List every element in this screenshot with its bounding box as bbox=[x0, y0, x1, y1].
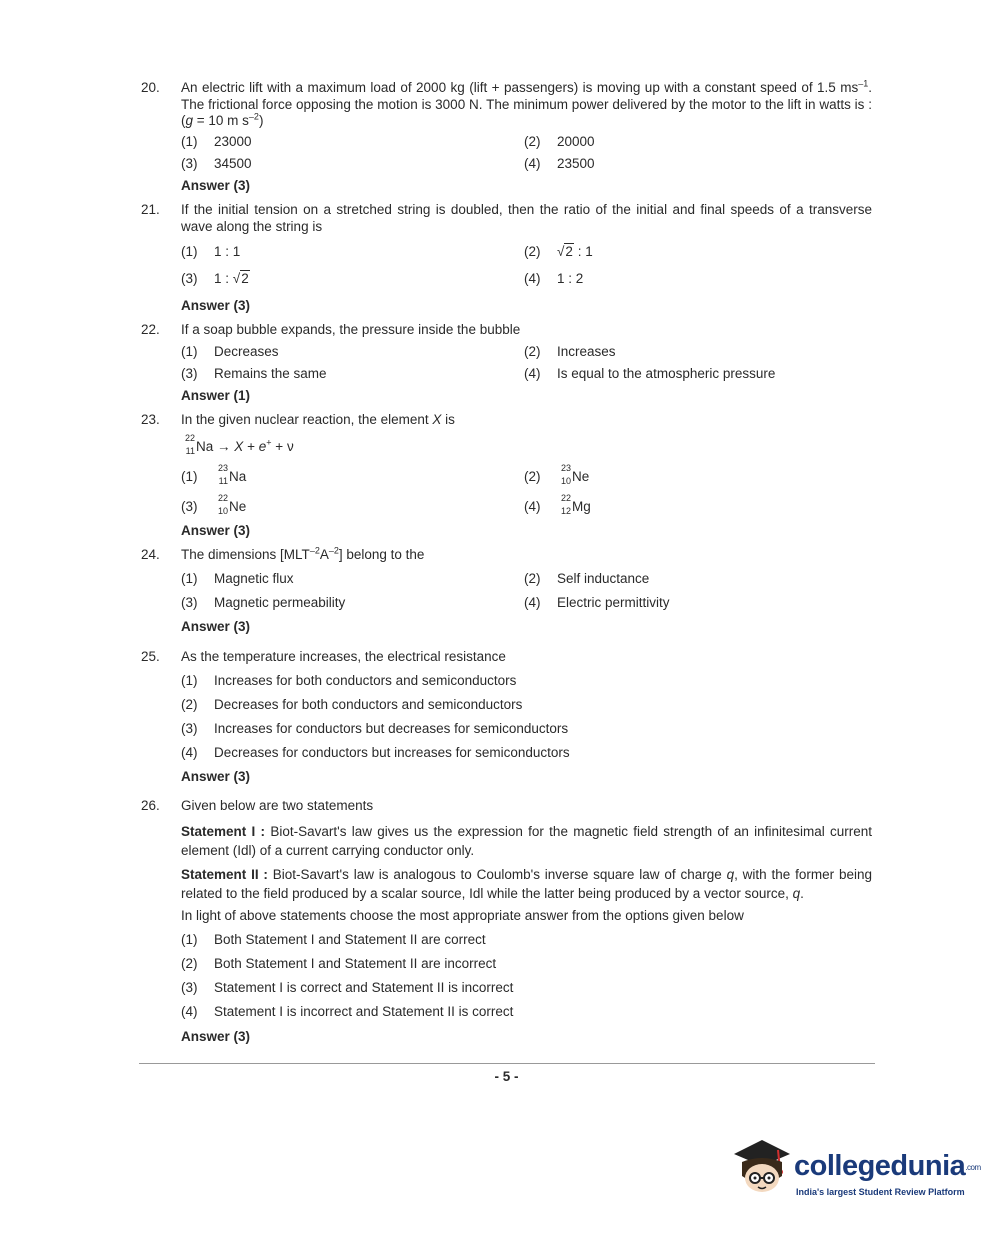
nuclear-reaction: 22 11 Na → X + e+ + ν bbox=[184, 433, 294, 456]
option: (4) 23500 bbox=[524, 156, 595, 171]
option: (3) Statement I is correct and Statement II is incorrect bbox=[181, 980, 514, 995]
question-text: In the given nuclear reaction, the element X is bbox=[181, 412, 455, 427]
question-number: 23. bbox=[141, 412, 160, 427]
footer-divider bbox=[139, 1063, 875, 1064]
answer: Answer (1) bbox=[181, 388, 251, 403]
option: (2) Decreases for both conductors and semiconductors bbox=[181, 697, 523, 712]
statement-2: Statement II : Biot-Savart's law is analogous to Coulomb's inverse square law of charge q, with the former being related to the field produced by a scalar source, Idl while the latter being produced by a vector source, q. bbox=[181, 867, 872, 901]
option: (2) Increases bbox=[524, 344, 616, 359]
question-text: The dimensions $[MLT^{-2}A^{-2}]$ belong to the bbox=[181, 545, 425, 562]
question-text: If the initial tension on a stretched string is doubled, then the ratio of the initial and final speeds of a transverse wave along the string is bbox=[181, 202, 872, 234]
question-text: Given below are two statements bbox=[181, 798, 374, 813]
statement-1: Statement I : Biot-Savart's law gives us the expression for the magnetic field strength of an infinitesimal current element (Idl) of a current carrying conductor only. bbox=[181, 824, 872, 858]
question-text: If a soap bubble expands, the pressure inside the bubble bbox=[181, 322, 521, 337]
question-number: 21. bbox=[141, 202, 160, 217]
question-number: 20. bbox=[141, 80, 160, 95]
page-number: - 5 - bbox=[494, 1069, 519, 1084]
answer: Answer (3) bbox=[181, 298, 251, 313]
answer: Answer (3) bbox=[181, 178, 251, 193]
option: (1) 23 11 Na bbox=[181, 463, 247, 486]
question-number: 26. bbox=[141, 798, 160, 813]
option: (4) 1 : 2 bbox=[524, 271, 584, 286]
option: (4) Electric permittivity bbox=[524, 595, 670, 610]
question-number: 24. bbox=[141, 547, 160, 562]
answer: Answer (3) bbox=[181, 523, 251, 538]
option: (4) Is equal to the atmospheric pressure bbox=[524, 366, 776, 381]
question-text: As the temperature increases, the electrical resistance bbox=[181, 649, 506, 664]
option: (2) √2 : 1 bbox=[524, 244, 593, 259]
brand-tagline: India's largest Student Review Platform bbox=[796, 1187, 965, 1197]
option: (1) Both Statement I and Statement II are correct bbox=[181, 932, 486, 947]
mascot-logo-icon bbox=[732, 1136, 792, 1198]
option: (2) Both Statement I and Statement II are incorrect bbox=[181, 956, 497, 971]
answer: Answer (3) bbox=[181, 769, 251, 784]
option: (1) Increases for both conductors and semiconductors bbox=[181, 673, 517, 688]
answer: Answer (3) bbox=[181, 1029, 251, 1044]
option: (4) 22 12 Mg bbox=[524, 493, 591, 516]
option: (1) Decreases bbox=[181, 344, 279, 359]
option: (3) 34500 bbox=[181, 156, 252, 171]
option: (1) 1 : 1 bbox=[181, 244, 241, 259]
option: (4) Statement I is incorrect and Statement II is correct bbox=[181, 1004, 514, 1019]
option: (2) Self inductance bbox=[524, 571, 650, 586]
option: (3) Increases for conductors but decreases for semiconductors bbox=[181, 721, 569, 736]
option: (1) 23000 bbox=[181, 134, 252, 149]
option: (3) 22 10 Ne bbox=[181, 493, 247, 516]
question-number: 22. bbox=[141, 322, 160, 337]
option: (3) 1 : √2 bbox=[181, 271, 249, 286]
answer: Answer (3) bbox=[181, 619, 251, 634]
option: (1) Magnetic flux bbox=[181, 571, 294, 586]
option: (2) 20000 bbox=[524, 134, 595, 149]
option: (4) Decreases for conductors but increases for semiconductors bbox=[181, 745, 570, 760]
brand-name: collegedunia.com bbox=[794, 1150, 981, 1182]
instruction-text: In light of above statements choose the most appropriate answer from the options given below bbox=[181, 908, 744, 923]
question-number: 25. bbox=[141, 649, 160, 664]
option: (3) Remains the same bbox=[181, 366, 327, 381]
option: (2) 23 10 Ne bbox=[524, 463, 590, 486]
option: (3) Magnetic permeability bbox=[181, 595, 346, 610]
question-text: An electric lift with a maximum load of 2000 kg (lift + passengers) is moving up with a constant speed of 1.5 $ms^{-1}$. The frictional force opposing the motion is 3000 N. The minimum power delivered by the motor to the lift in watts is : (g = 10 m $s^{-2}$) bbox=[181, 78, 872, 128]
